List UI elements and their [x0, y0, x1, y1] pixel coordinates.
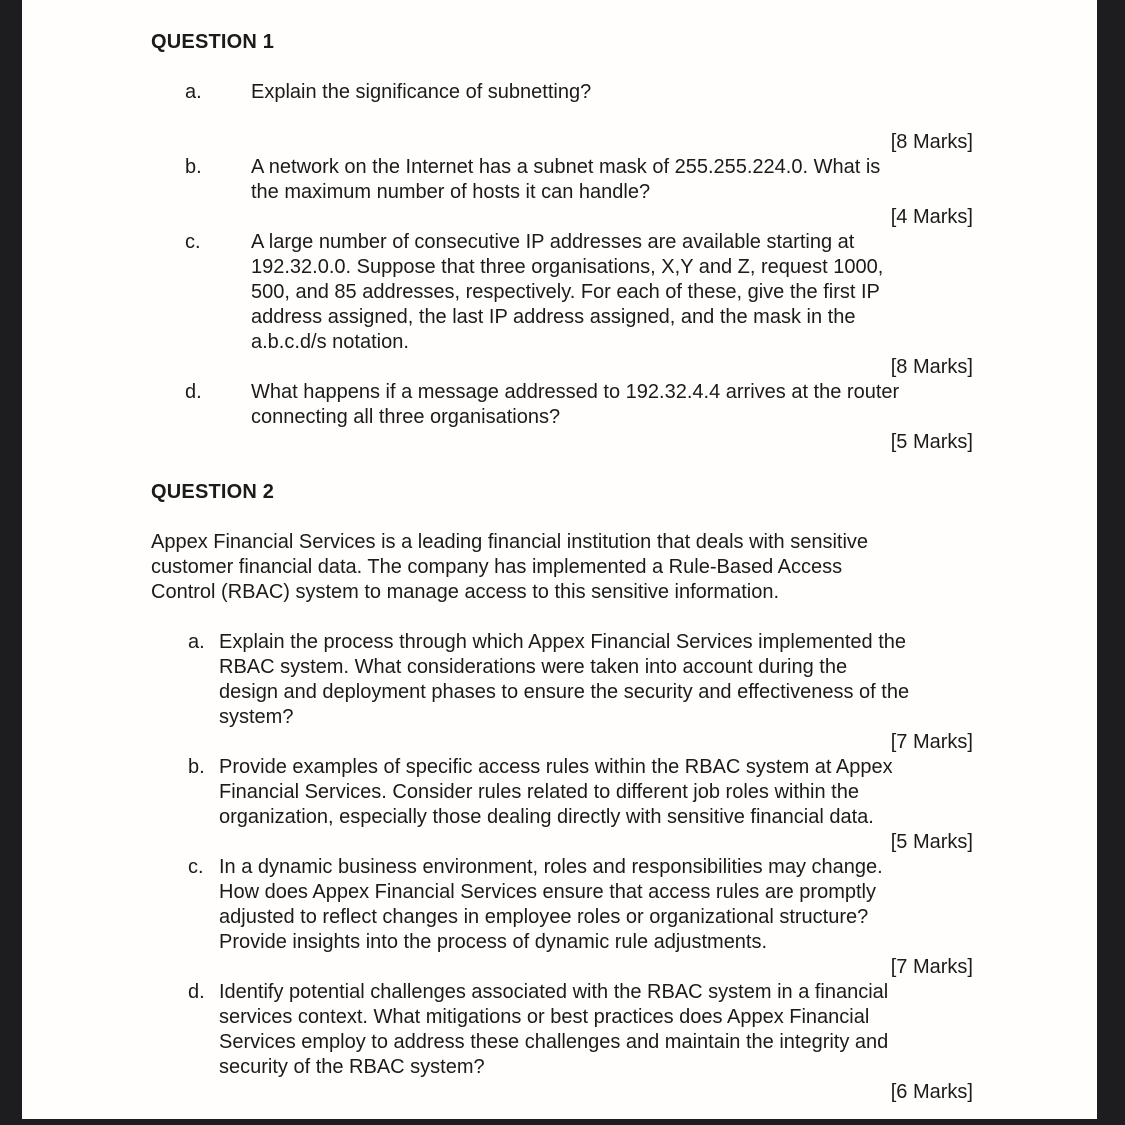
item-d-text: security of the RBAC system?: [219, 1056, 485, 1078]
item-a-text: Explain the process through which Appex Financial Services implemented the: [219, 631, 907, 653]
question2-heading: QUESTION 2: [151, 481, 275, 503]
question2-item-a: [151, 630, 973, 755]
item-b-text: organization, especially those dealing directly with sensitive financial data.: [219, 806, 874, 828]
item-d-text: What happens if a message addressed to 192.32.4.4 arrives at the router: [251, 381, 900, 403]
intro-text: customer financial data. The company has implemented a Rule-Based Access: [151, 556, 843, 578]
item-b-text: Financial Services. Consider rules related to different job roles within the: [219, 781, 859, 803]
question2-intro: [151, 530, 973, 605]
item-a-text: RBAC system. What considerations were taken into account during the: [219, 656, 848, 678]
question1-heading: QUESTION 1: [151, 31, 275, 53]
item-c-text: How does Appex Financial Services ensure that access rules are promptly: [219, 881, 876, 903]
item-d-text: Services employ to address these challenges and maintain the integrity and: [219, 1031, 889, 1053]
question1-items: [151, 80, 973, 455]
question1-item-d: [151, 380, 973, 455]
item-c-text: a.b.c.d/s notation.: [251, 331, 409, 353]
item-a-marks: [7 Marks]: [890, 731, 973, 753]
item-d-marker: d.: [185, 381, 202, 403]
item-b-text: the maximum number of hosts it can handle?: [251, 181, 651, 203]
item-b-text: Provide examples of specific access rules within the RBAC system at Appex: [219, 756, 893, 778]
item-d-text: connecting all three organisations?: [251, 406, 561, 428]
item-c-text: Provide insights into the process of dynamic rule adjustments.: [219, 931, 768, 953]
item-c-marks: [8 Marks]: [890, 356, 973, 378]
item-b-marker: b.: [185, 156, 202, 178]
item-c-marker: c.: [185, 231, 201, 253]
item-b-marks: [4 Marks]: [890, 206, 973, 228]
question1-item-c: [151, 230, 973, 380]
question1-item-b: [151, 155, 973, 230]
item-c-text: address assigned, the last IP address assigned, and the mask in the: [251, 306, 856, 328]
item-c-text: In a dynamic business environment, roles and responsibilities may change.: [219, 856, 883, 878]
item-c-text: adjusted to reflect changes in employee roles or organizational structure?: [219, 906, 869, 928]
item-d-marker: d.: [188, 981, 205, 1003]
question2-item-c: [151, 855, 973, 980]
question1-item-a: [151, 80, 973, 155]
item-c-text: 500, and 85 addresses, respectively. For each of these, give the first IP: [251, 281, 880, 303]
item-c-marker: c.: [188, 856, 204, 878]
item-a-marks: [8 Marks]: [890, 131, 973, 153]
question2-item-b: [151, 755, 973, 855]
item-b-text: A network on the Internet has a subnet mask of 255.255.224.0. What is: [251, 156, 881, 178]
item-a-text: design and deployment phases to ensure the security and effectiveness of the: [219, 681, 910, 703]
intro-text: Control (RBAC) system to manage access to this sensitive information.: [151, 581, 780, 603]
question2-item-d: [151, 980, 973, 1105]
item-a-marker: a.: [188, 631, 205, 653]
item-a-text: system?: [219, 706, 294, 728]
item-a-text: Explain the significance of subnetting?: [251, 81, 592, 103]
item-c-text: 192.32.0.0. Suppose that three organisations, X,Y and Z, request 1000,: [251, 256, 884, 278]
item-d-marks: [5 Marks]: [890, 431, 973, 453]
item-b-marker: b.: [188, 756, 205, 778]
document-page: [22, 0, 1097, 1119]
item-d-marks: [6 Marks]: [890, 1081, 973, 1103]
document-content: [22, 0, 1097, 1105]
item-d-text: services context. What mitigations or best practices does Appex Financial: [219, 1006, 870, 1028]
question2-items: [151, 630, 973, 1105]
intro-text: Appex Financial Services is a leading financial institution that deals with sensitive: [151, 531, 869, 553]
item-c-text: A large number of consecutive IP addresses are available starting at: [251, 231, 855, 253]
item-a-marker: a.: [185, 81, 202, 103]
item-c-marks: [7 Marks]: [890, 956, 973, 978]
item-b-marks: [5 Marks]: [890, 831, 973, 853]
item-d-text: Identify potential challenges associated with the RBAC system in a financial: [219, 981, 889, 1003]
